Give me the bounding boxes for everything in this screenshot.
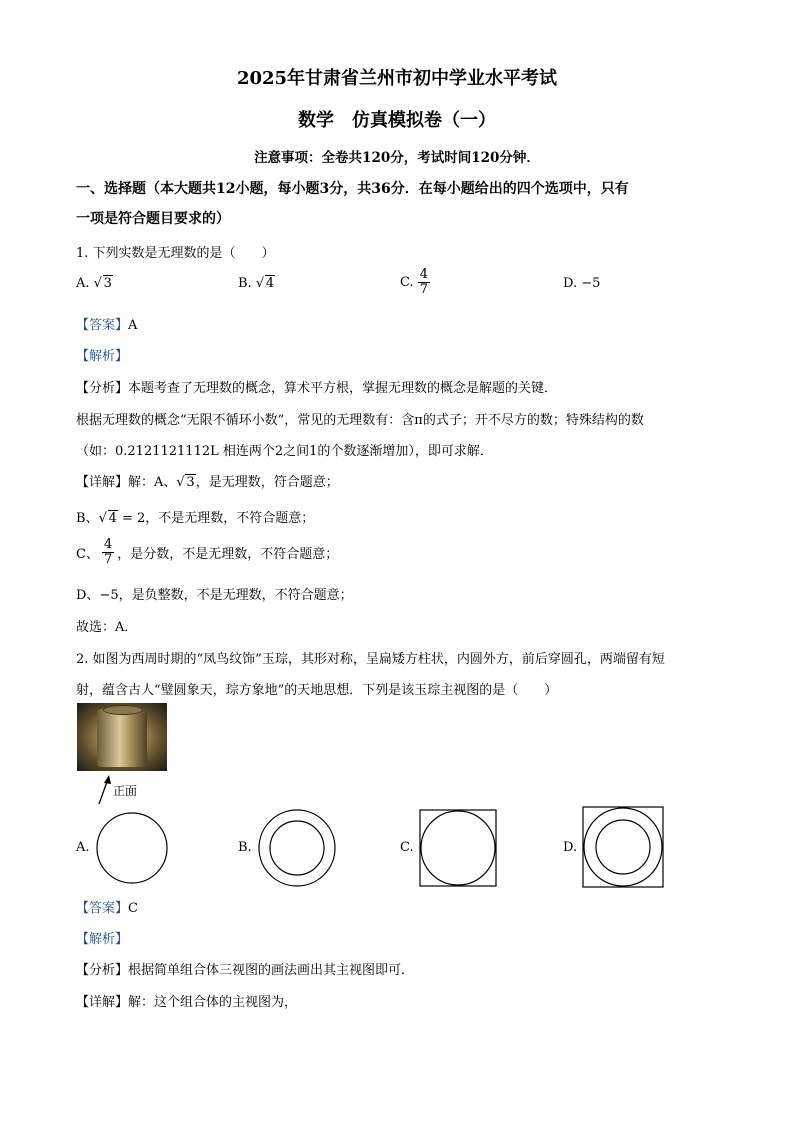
exam-notice: 注意事项：全卷共120分，考试时间120分钟． [254, 150, 540, 166]
q1-fenxi [76, 377, 557, 396]
q1-detail-a-pre: 解：A、 [128, 475, 177, 490]
q1-detail-b-pre: B、 [76, 511, 99, 526]
detail-tag: 【详解】 [76, 995, 129, 1010]
q1-stem: 1. 下列实数是无理数的是（ ） [76, 246, 275, 261]
jade-cong-body [97, 709, 147, 767]
outer-square [420, 810, 496, 886]
q2-option-d-figure [582, 806, 664, 888]
q2-stem-line1: 2. 如图为西周时期的“凤鸟纹饰”玉琮，其形对称，呈扁矮方柱状，内圆外方，前后穿圆孔，两端留有短 [76, 652, 665, 667]
front-label: 正面 [113, 784, 138, 798]
q1-answer [76, 314, 137, 333]
q1-detail-a-post: ，是无理数，符合题意； [195, 475, 339, 490]
q2-option-c-figure [419, 809, 497, 887]
q2-option-b-label: B. [238, 840, 252, 855]
q2-fenxi-text: 根据简单组合体三视图的画法画出其主视图即可． [128, 963, 415, 978]
fenxi-tag: 【分析】 [76, 381, 129, 396]
q1-conclusion: 故选：A． [76, 620, 138, 635]
fraction [102, 538, 114, 567]
q2-stem-line2: 射，蕴含古人“璧圆象天，琮方象地”的天地思想．下列是该玉琮主视图的是（ ） [76, 683, 558, 698]
sqrt-symbol: √ 4 [98, 511, 117, 526]
q1-option-a-label: A. [76, 276, 90, 291]
q1-detail-c-numerator: 4 [103, 537, 113, 552]
q2-answer [76, 897, 138, 916]
q2-detail-text: 解：这个组合体的主视图为， [128, 995, 298, 1010]
jade-cong-top-ring [103, 705, 143, 715]
q2-option-c-label: C. [400, 840, 414, 855]
q2-detail [76, 991, 297, 1010]
exam-subtitle: 数学 仿真模拟卷（一） [298, 110, 496, 131]
exam-title: 2025年甘肃省兰州市初中学业水平考试 [236, 68, 558, 89]
fraction [418, 268, 430, 297]
q1-detail-d: D、−5，是负整数，不是无理数，不符合题意； [76, 588, 353, 603]
q1-example: （如：0.2121121112L 相连两个2之间1的个数逐渐增加），即可求解． [76, 444, 493, 459]
q1-option-d-label: D. [563, 276, 578, 291]
q1-option-b [238, 276, 275, 291]
q2-option-d-label: D. [563, 840, 578, 855]
q1-option-d [563, 276, 600, 291]
q1-option-a [76, 276, 113, 291]
q1-detail-c-post: ，是分数，不是无理数，不符合题意； [117, 547, 339, 562]
q1-option-b-radicand: 4 [265, 276, 275, 291]
sqrt-symbol: √ 4 [255, 276, 275, 291]
q1-answer-value: A [128, 318, 138, 333]
section-heading-line2: 一项是符合题目要求的） [76, 211, 230, 227]
q1-detail-c-pre: C、 [76, 547, 99, 562]
sqrt-symbol: √ 3 [176, 475, 195, 490]
q1-detail-a [76, 471, 339, 490]
q2-option-a-figure [95, 811, 169, 885]
q2-analysis-tag: 【解析】 [76, 932, 129, 947]
q2-answer-value: C [128, 901, 138, 916]
fenxi-tag: 【分析】 [76, 963, 129, 978]
q1-detail-b-post: = 2，不是无理数，不符合题意； [117, 511, 315, 526]
section-heading-line1: 一、选择题（本大题共12小题，每小题3分，共36分．在每小题给出的四个选项中，只有 [76, 181, 629, 197]
answer-tag: 【答案】 [76, 901, 129, 916]
q1-option-b-label: B. [238, 276, 252, 291]
answer-tag: 【答案】 [76, 318, 129, 333]
detail-tag: 【详解】 [76, 475, 129, 490]
q1-option-d-value: −5 [581, 276, 601, 291]
q2-option-a-label: A. [76, 840, 90, 855]
q2-option-b-figure [257, 808, 337, 888]
q1-detail-b [76, 507, 314, 526]
q1-option-c-denominator: 7 [419, 282, 429, 297]
q1-option-c-label: C. [400, 275, 414, 290]
jade-cong-photo [77, 703, 167, 771]
q1-detail-a-radicand: 3 [186, 475, 195, 490]
q1-basis: 根据无理数的概念“无限不循环小数”，常见的无理数有：含π的式子；开不尽方的数；特殊结构的数 [76, 413, 644, 428]
q1-analysis-tag: 【解析】 [76, 349, 129, 364]
inner-circle [421, 811, 495, 885]
arrow-up-icon [95, 773, 115, 807]
q1-detail-c-denominator: 7 [103, 552, 113, 567]
inner-circle [270, 821, 324, 875]
q1-option-c [400, 268, 430, 297]
q2-fenxi [76, 959, 414, 978]
q1-detail-b-radicand: 4 [108, 511, 117, 526]
q1-detail-c [76, 538, 338, 567]
outer-circle [97, 813, 167, 883]
sqrt-symbol: √ 3 [93, 276, 112, 291]
q1-fenxi-text: 本题考查了无理数的概念，算术平方根，掌握无理数的概念是解题的关键． [128, 381, 558, 396]
inner-circle [596, 820, 650, 874]
q1-option-c-numerator: 4 [419, 267, 429, 282]
q1-option-a-radicand: 3 [103, 276, 112, 291]
